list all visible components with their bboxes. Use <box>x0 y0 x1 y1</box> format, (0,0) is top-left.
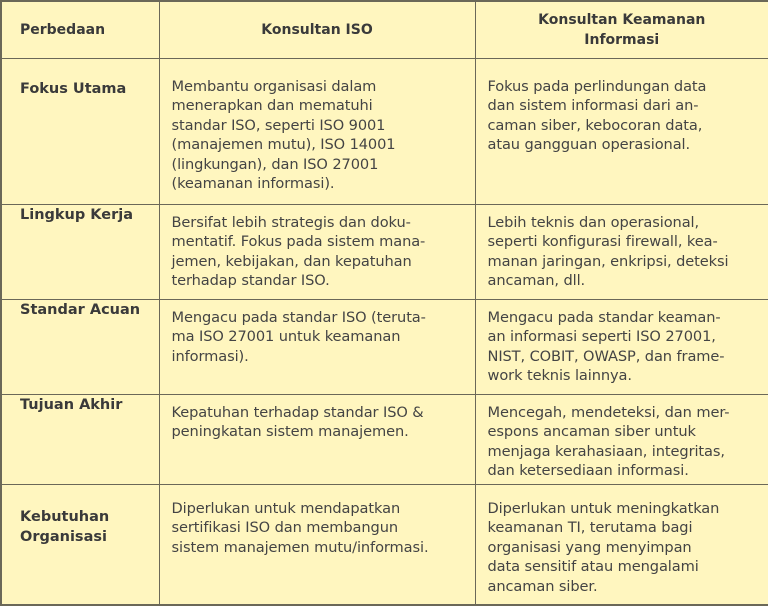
text-line: Bersifat lebih strategis dan doku- <box>172 213 465 233</box>
text-line: terhadap standar ISO. <box>172 271 465 291</box>
table-row-tujuan-akhir <box>1 394 768 484</box>
text-line: Mencegah, mendeteksi, dan mer- <box>488 403 759 423</box>
text-line: (lingkungan), dan ISO 27001 <box>172 155 465 175</box>
text-line: Diperlukan untuk mendapatkan <box>172 499 465 519</box>
text-line: work teknis lainnya. <box>488 366 759 386</box>
security-cell <box>475 299 768 394</box>
text-line: atau gangguan operasional. <box>488 135 759 155</box>
text-line: (manajemen mutu), ISO 14001 <box>172 135 465 155</box>
table-row-fokus-utama <box>1 58 768 204</box>
text-line: Mengacu pada standar keaman- <box>488 308 759 328</box>
row-label <box>1 484 159 605</box>
text-line: organisasi yang menyimpan <box>488 538 759 558</box>
header-konsultan-keamanan-informasi <box>475 1 768 58</box>
text-line: dan sistem informasi dari an- <box>488 96 759 116</box>
row-label: Fokus Utama <box>1 58 159 204</box>
text-line: menjaga kerahasiaan, integritas, <box>488 442 759 462</box>
iso-cell <box>159 394 475 484</box>
text-line: ancaman siber. <box>488 577 759 597</box>
text-line: keamanan TI, terutama bagi <box>488 518 759 538</box>
text-line: Fokus pada perlindungan data <box>488 77 759 97</box>
table-row-standar-acuan <box>1 299 768 394</box>
header-row <box>1 1 768 58</box>
text-line: data sensitif atau mengalami <box>488 557 759 577</box>
text-line: ma ISO 27001 untuk keamanan <box>172 327 465 347</box>
text-line: an informasi seperti ISO 27001, <box>488 327 759 347</box>
text-line: sertifikasi ISO dan membangun <box>172 518 465 538</box>
table-row-lingkup-kerja <box>1 204 768 299</box>
text-line: espons ancaman siber untuk <box>488 422 759 442</box>
row-label: Standar Acuan <box>1 299 159 394</box>
label-line: Organisasi <box>20 527 159 547</box>
security-cell <box>475 484 768 605</box>
header-perbedaan: Perbedaan <box>1 1 159 58</box>
text-line: Membantu organisasi dalam <box>172 77 465 97</box>
text-line: Lebih teknis dan operasional, <box>488 213 759 233</box>
text-line: caman siber, kebocoran data, <box>488 116 759 136</box>
iso-cell <box>159 299 475 394</box>
text-line: ancaman, dll. <box>488 271 759 291</box>
text-line: seperti konfigurasi firewall, kea- <box>488 232 759 252</box>
security-cell <box>475 204 768 299</box>
text-line: mentatif. Fokus pada sistem mana- <box>172 232 465 252</box>
text-line: (keamanan informasi). <box>172 174 465 194</box>
header-line: Informasi <box>476 30 768 50</box>
header-line: Konsultan Keamanan <box>476 10 768 30</box>
table-row-kebutuhan-organisasi <box>1 484 768 605</box>
row-label: Lingkup Kerja <box>1 204 159 299</box>
text-line: standar ISO, seperti ISO 9001 <box>172 116 465 136</box>
text-line: peningkatan sistem manajemen. <box>172 422 465 442</box>
text-line: Mengacu pada standar ISO (teruta- <box>172 308 465 328</box>
iso-cell <box>159 484 475 605</box>
text-line: Kepatuhan terhadap standar ISO & <box>172 403 465 423</box>
row-label: Tujuan Akhir <box>1 394 159 484</box>
text-line: jemen, kebijakan, dan kepatuhan <box>172 252 465 272</box>
iso-cell <box>159 204 475 299</box>
text-line: NIST, COBIT, OWASP, dan frame- <box>488 347 759 367</box>
iso-cell <box>159 58 475 204</box>
text-line: sistem manajemen mutu/informasi. <box>172 538 465 558</box>
security-cell <box>475 394 768 484</box>
text-line: Diperlukan untuk meningkatkan <box>488 499 759 519</box>
text-line: manan jaringan, enkripsi, deteksi <box>488 252 759 272</box>
text-line: dan ketersediaan informasi. <box>488 461 759 481</box>
text-line: menerapkan dan mematuhi <box>172 96 465 116</box>
header-konsultan-iso: Konsultan ISO <box>159 1 475 58</box>
label-line: Kebutuhan <box>20 507 159 527</box>
security-cell <box>475 58 768 204</box>
text-line: informasi). <box>172 347 465 367</box>
